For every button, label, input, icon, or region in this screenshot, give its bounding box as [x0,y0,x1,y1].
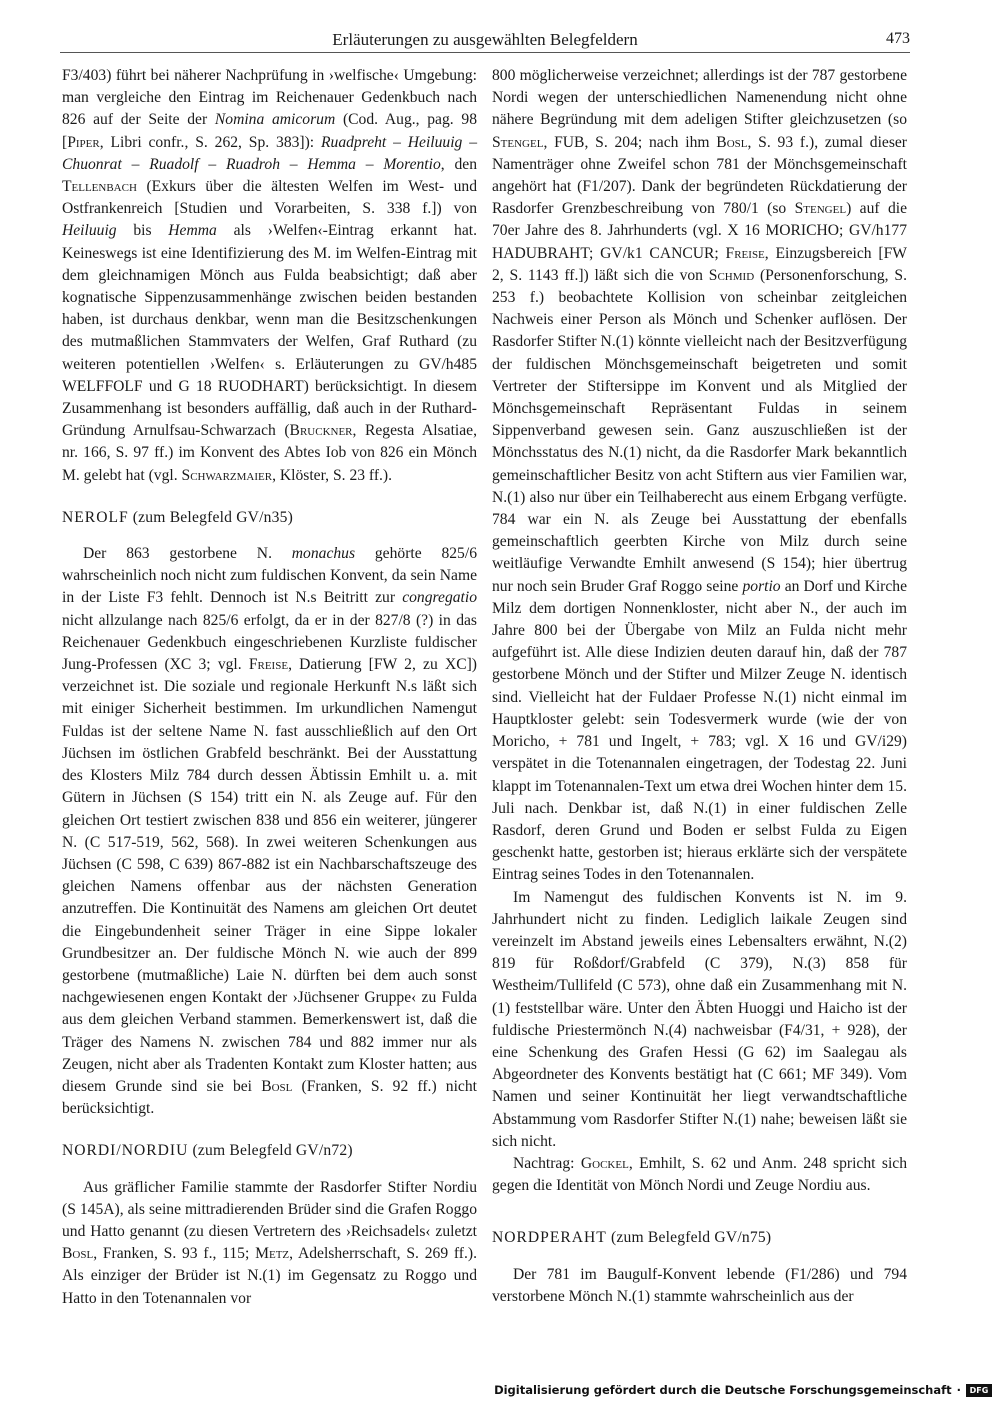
paragraph-nordperaht: Der 781 im Baugulf-Konvent lebende (F1/286) und 794 verstorbene Mönch N.(1) stammte wahrscheinlich aus der [492,1265,907,1305]
right-column [492,65,907,1308]
page-number: 473 [886,30,910,47]
funding-note: Digitalisierung gefördert durch die Deutsche Forschungsgemeinschaft [494,1383,952,1397]
paragraph-nordi-cont: 800 möglicherweise verzeichnet; allerdings ist der 787 gestorbene Nordi wegen der unterschiedlichen Namenendung nicht ohne nähere Begründung mit dem adeligen Stifter gleichzusetzen (so Stengel, FUB, S. 204; nach ihm Bosl, S. 93 f.), zumal dieser Namenträger ohne Zweifel schon 781 der Mönchsgemeinschaft angehört hat (F1/207). Dank der begründeten Rückdatierung der Rasdorfer Grenzbeschreibung von 780/1 (so Stengel) auf die 70er Jahre des 8. Jahrhunderts (vgl. X 16 MORICHO; GV/h177 HADUBRAHT; GV/k1 CANCUR; Freise, Einzugsbereich [FW 2, S. 1143 ff.]) läßt sich die von Schmid (Personenforschung, S. 253 f.) beobachtete Kollision von scheinbar zeitgleichen Nachweis einer Person als Mönch und Schenker auflösen. Der Rasdorfer Stifter N.(1) könnte vielleicht nach der Besitzverfügung der fuldischen Mönchsgemeinschaft beigetreten und somit Vertreter der Stiftersippe im Konvent und als Mitglied der Mönchsgemeinschaft Repräsentant Fuldas in seinem Sippenverband gewesen sein. Ganz auszuschließen ist der Mönchsstatus des N.(1) nicht, da die Rasdorfer Mark bekanntlich gemeinschaftlicher Besitz von acht Stiftern aus vier Familien war, N.(1) also nur über ein Teilhaberecht aus einem Erbgang verfügte. 784 war ein N. als Zeuge bei Ausstattung der ebenfalls gemeinschaftlich geerbten Kirche von Milz durch seine weitläufige Verwandte Emhilt anwesend (S 154); hier übertrug nur noch sein Bruder Graf Roggo seine portio an Dorf und Kirche Milz dem dortigen Nonnenkloster, nicht aber N., der auch im Jahre 800 bei der Übergabe von Milz an Fulda nicht mehr aufgeführt ist. Alle diese Indizien deuten darauf hin, daß der 787 gestorbene Mönch und der Stifter und Milzer Zeuge N. identisch sind. Vielleicht hat der Fuldaer Professe N.(1) nicht einmal im Hauptkloster gelebt: sein Todesvermerk wurde (wie der von Moricho, + 781 und Ingelt, + 783; vgl. X 16 und GV/i29) verspätet in die Totenannalen eingetragen, der Todestag 22. Juni klappt im Totenannalen-Text um etwa drei Wochen hinter dem 15. Juli nach. Denkbar ist, daß N.(1) in einer fuldischen Zelle Rasdorf, deren Grund und Boden er selbst Fulda zu Eigen geschenkt hatte, gestorben ist; hieraus erklärte sich der verspätete Eintrag seines Todes in den Totenannalen. [492,67,908,884]
paragraph-nerolf: Der 863 gestorbene N. monachus gehörte 825/6 wahrscheinlich noch nicht zum fuldischen Konvent, da sein Name in der Liste F3 fehlt. Dennoch ist N.s Beitritt zur congregatio nicht allzulange nach 825/6 erfolgt, da er in der 827/8 (?) in das Reichenauer Gedenkbuch eingeschriebenen Kurzliste fuldischer Jung-Professen (XC 3; vgl. Freise, Datierung [FW 2, zu XC]) verzeichnet ist. Die soziale und regionale Herkunft N.s läßt sich mit einiger Sicherheit bestimmen. Im urkundlichen Namengut Fuldas ist der seltene Name N. fast ausschließlich auf den Ort Jüchsen im östlichen Grabfeld beschränkt. Bei der Ausstattung des Klosters Milz 784 durch dessen Äbtissin Emhilt u. a. mit Gütern in Jüchsen (S 154) tritt ein N. als Zeuge auf. Für den gleichen Ort testiert zwischen 838 und 856 ein weiterer, jüngerer N. (C 517-519, 562, 568). In zwei weiteren Schenkungen aus Jüchsen (C 598, C 639) 867-882 ist ein Nachbarschaftszeuge des gleichen Namens offenbar aus der nächsten Generation anzutreffen. Die Kontinuität des Namens am gleichen Ort deutet die Eingebundenheit seiner Träger in eine Sippe lokaler Grundbesitzer an. Der fuldische Mönch N. wie auch der 899 gestorbene (mutmaßliche) Laie N. dürften bei dem auch sonst nachgewiesenen engen Kontakt der ›Jüchsener Gruppe‹ zu Fulda aus dem gleichen Verband stammen. Bemerkenswert ist, daß die Träger des Namens N. zwischen 784 und 882 immer nur als Zeugen, nicht aber als Tradenten Kontakt zum Kloster hatten; aus diesem Grunde sind sie bei Bosl (Franken, S. 92 ff.) nicht berücksichtigt. [62,545,477,1118]
header-rule [60,52,910,53]
section-heading-nerolf: NEROLF (zum Belegfeld GV/n35) [62,508,294,526]
footer-separator: · [956,1383,961,1397]
paragraph-nordi-start: Aus gräflicher Familie stammte der Rasdorfer Stifter Nordiu (S 145A), als seine mittradierenden Brüder sind die Grafen Roggo und Hatto genannt (zu diesen Vertretern des ›Reichsadels‹ zuletzt Bosl, Franken, S. 93 f., 115; Metz, Adelsherrschaft, S. 269 ff.). Als einziger der Brüder ist N.(1) im Gegensatz zu Roggo und Hatto in den Totenannalen vor [62,1178,477,1307]
left-column [62,65,477,1310]
running-title: Erläuterungen zu ausgewählten Belegfeldern [332,30,638,49]
footer [494,1383,992,1397]
section-heading-nordi: NORDI/NORDIU (zum Belegfeld GV/n72) [62,1142,353,1160]
paragraph-namengut: Im Namengut des fuldischen Konvents ist N. im 9. Jahrhundert nicht zu finden. Lediglich laikale Zeugen sind vereinzelt im Abstand jeweils eines Lebensalters erwähnt, N.(2) 819 für Roßdorf/Grabfeld (C 379), N.(3) 858 für Westheim/Tullifeld (C 573), ohne daß ein Zusammenhang mit N.(1) feststellbar wäre. Unter den Äbten Huoggi und Haicho ist der fuldische Priestermönch N.(4) nachweisbar (F4/31, + 928), der eine Schenkung des Grafen Hessi (G 62) im Saalegau als Abgeordneter des Konvents bestätigt hat (C 661; MF 349). Vom Namen und seiner Kontinuität her liegt verwandtschaftliche Abstammung vom Rasdorfer Stifter N.(1) nahe; beweisen läßt sie sich nicht. [492,888,907,1150]
section-heading-nordperaht: NORDPERAHT (zum Belegfeld GV/n75) [492,1229,772,1247]
paragraph-nachtrag: Nachtrag: Gockel, Emhilt, S. 62 und Anm. 248 spricht sich gegen die Identität von Mönch Nordi und Zeuge Nordiu aus. [492,1154,908,1195]
paragraph-welfen: F3/403) führt bei näherer Nachprüfung in ›welfische‹ Umgebung: man vergleiche den Eintrag im Reichenauer Gedenkbuch nach 826 auf der Seite der Nomina amicorum (Cod. Aug., pag. 98 [Piper, Libri confr., S. 262, Sp. 383]): Ruadpreht – Heiluuig – Chuonrat – Ruadolf – Ruadroh – Hemma – Morentio, den Tellenbach (Exkurs über die ältesten Welfen im West- und Ostfrankenreich [Studien und Vorarbeiten, S. 338 f.]) von Heiluuig bis Hemma als ›Welfen‹-Eintrag erkannt hat. Keineswegs ist eine Identifizierung des M. im Welfen-Eintrag mit dem gleichnamigen Mönch aus Fulda beabsichtigt; daß aber kognatische Sippenzusammenhänge zwischen beiden bestanden haben, ist durchaus denkbar, wenn man die Besitzschenkungen des mutmaßlichen Stammvaters der Welfen, Graf Ruthard (zu weiteren potentiellen ›Welfen‹ s. Erläuterungen zu GV/h485 WELFFOLF und G 18 RUODHART) berücksichtigt. In diesem Zusammenhang ist besonders auffällig, daß auch in der Ruthard-Gründung Arnulfsau-Schwarzach (Bruckner, Regesta Alsatiae, nr. 166, S. 97 ff.) im Konvent des Abtes Iob von 826 ein Mönch M. gelebt hat (vgl. Schwarzmaier, Klöster, S. 23 ff.). [62,67,478,484]
dfg-logo: DFG [966,1384,992,1397]
page-header [60,30,910,52]
